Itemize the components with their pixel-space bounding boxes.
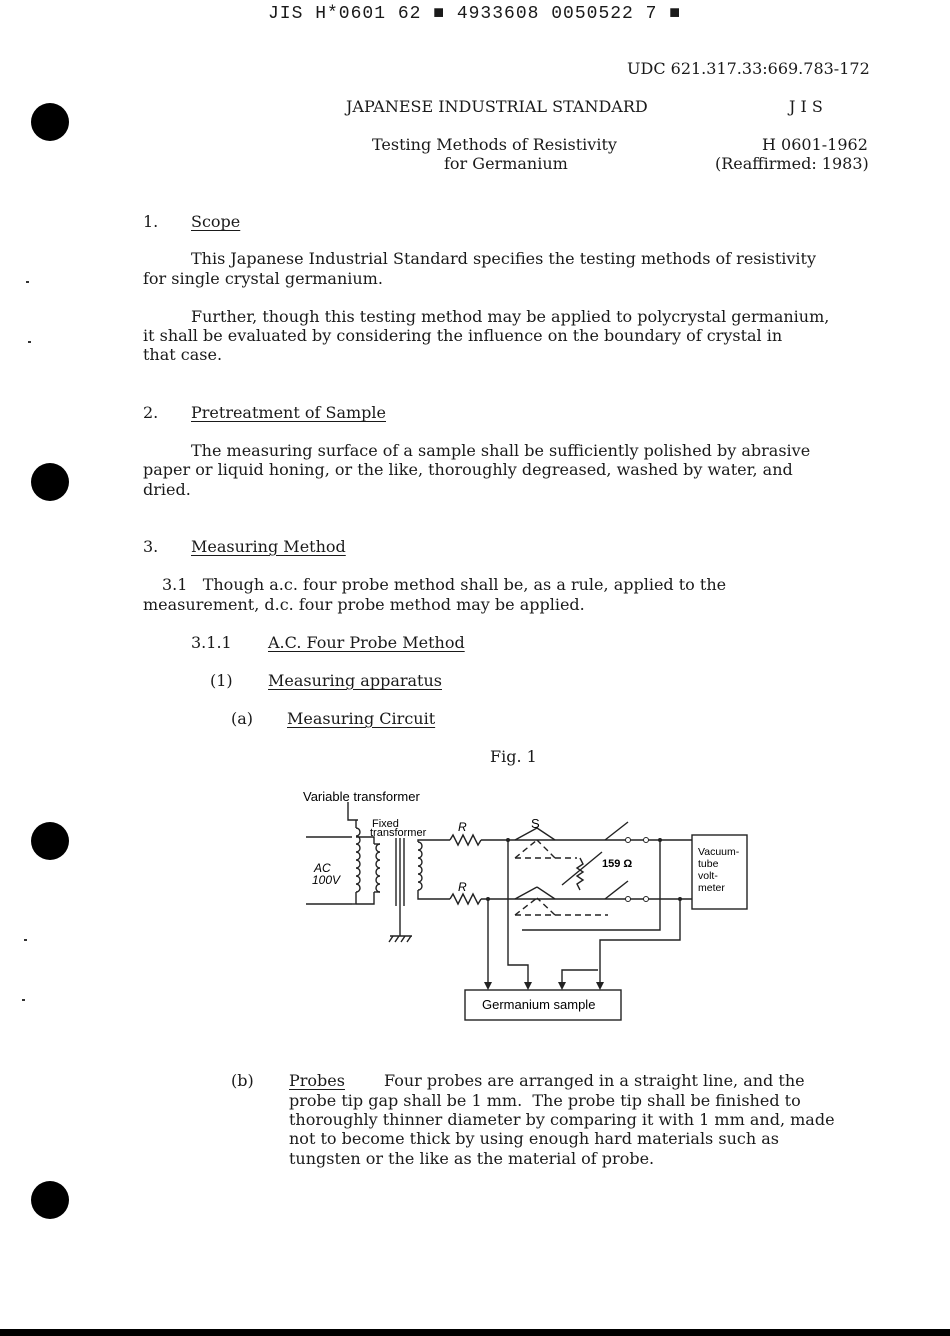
section-3-number: 3. bbox=[143, 537, 159, 556]
output-switch-bottom bbox=[605, 881, 628, 899]
figure-caption: Fig. 1 bbox=[490, 747, 537, 766]
section-3-title: Measuring Method bbox=[191, 537, 346, 556]
sample-lead-2 bbox=[508, 840, 528, 982]
punch-hole-1 bbox=[31, 103, 69, 141]
label-germanium-sample: Germanium sample bbox=[482, 997, 596, 1012]
label-fixed-transformer-1: Fixed bbox=[372, 818, 399, 830]
probes-line-5: tungsten or the like as the material of probe. bbox=[289, 1149, 655, 1168]
scan-speck-4 bbox=[22, 999, 25, 1001]
label-vtvm-1: Vacuum- bbox=[698, 846, 740, 858]
header-code: JIS H*0601 62 ■ 4933608 0050522 7 ■ bbox=[268, 4, 682, 24]
scope-para-2-line-2: it shall be evaluated by considering the influence on the boundary of crystal in bbox=[143, 326, 783, 345]
item-b-title: Probes bbox=[289, 1071, 345, 1090]
sample-lead-3 bbox=[522, 840, 660, 930]
scope-para-1-line-1: This Japanese Industrial Standard specifies the testing methods of resistivity bbox=[191, 249, 817, 268]
scan-bottom-edge bbox=[0, 1329, 950, 1336]
organization: JAPANESE INDUSTRIAL STANDARD bbox=[346, 97, 648, 116]
clause-3-1-1-title: A.C. Four Probe Method bbox=[268, 633, 465, 652]
probes-line-3: thoroughly thinner diameter by comparing it with 1 mm and, made bbox=[289, 1110, 835, 1129]
fixed-transformer-primary-coil bbox=[376, 844, 380, 892]
label-variable-transformer: Variable transformer bbox=[303, 789, 420, 804]
label-vtvm-3: volt- bbox=[698, 870, 718, 882]
clause-3-1-line-2: measurement, d.c. four probe method may be applied. bbox=[143, 595, 585, 614]
scope-para-2-line-3: that case. bbox=[143, 345, 223, 364]
scan-speck-1 bbox=[26, 281, 29, 283]
pretreatment-line-2: paper or liquid honing, or the like, thoroughly degreased, washed by water, and bbox=[143, 460, 793, 479]
item-a-number: (a) bbox=[231, 709, 254, 728]
label-vtvm-4: meter bbox=[698, 882, 725, 894]
section-2-title: Pretreatment of Sample bbox=[191, 403, 386, 422]
scan-speck-2 bbox=[28, 341, 31, 343]
switch-s-lower-blade bbox=[515, 887, 537, 899]
pretreatment-line-1: The measuring surface of a sample shall be sufficiently polished by abrasive bbox=[191, 441, 811, 460]
label-fixed-transformer-2: transformer bbox=[370, 827, 427, 839]
item-1-title: Measuring apparatus bbox=[268, 671, 442, 690]
label-100v: 100V bbox=[312, 873, 341, 887]
item-a-title: Measuring Circuit bbox=[287, 709, 436, 728]
measuring-circuit-diagram bbox=[290, 780, 760, 1030]
punch-hole-3 bbox=[31, 822, 69, 860]
section-1-number: 1. bbox=[143, 212, 159, 231]
label-switch-s: S bbox=[531, 816, 540, 831]
pretreatment-line-3: dried. bbox=[143, 480, 191, 499]
probes-line-2: probe tip gap shall be 1 mm. The probe tip shall be finished to bbox=[289, 1091, 801, 1110]
probes-line-4: not to become thick by using enough hard materials such as bbox=[289, 1129, 779, 1148]
probes-line-1: Four probes are arranged in a straight line, and the bbox=[384, 1071, 805, 1090]
label-vtvm-2: tube bbox=[698, 858, 719, 870]
scan-speck-3 bbox=[24, 939, 27, 941]
resistor-159-ohm bbox=[577, 858, 583, 890]
item-1-number: (1) bbox=[210, 671, 233, 690]
resistor-r-bottom bbox=[450, 894, 481, 904]
standard-number: H 0601-1962 bbox=[762, 135, 868, 154]
label-159-ohm: 159 Ω bbox=[602, 858, 633, 870]
jis-mark: J I S bbox=[789, 97, 823, 116]
label-ac: AC bbox=[314, 861, 331, 875]
fixed-transformer-secondary-coil bbox=[418, 842, 422, 890]
sample-lead-4 bbox=[600, 899, 680, 982]
section-1-title: Scope bbox=[191, 212, 241, 231]
reaffirmed: (Reaffirmed: 1983) bbox=[715, 154, 869, 173]
clause-3-1-line-1: 3.1 Though a.c. four probe method shall be, as a rule, applied to the bbox=[162, 575, 727, 594]
punch-hole-2 bbox=[31, 463, 69, 501]
udc-code: UDC 621.317.33:669.783-172 bbox=[627, 59, 870, 78]
title-line-2: for Germanium bbox=[444, 154, 568, 173]
transformer-pointer-line bbox=[348, 802, 358, 820]
scope-para-1-line-2: for single crystal germanium. bbox=[143, 269, 383, 288]
output-switch-top bbox=[605, 822, 628, 840]
clause-3-1-1-number: 3.1.1 bbox=[191, 633, 232, 652]
label-r-bottom: R bbox=[458, 880, 467, 894]
item-b-number: (b) bbox=[231, 1071, 254, 1090]
sample-lead-5 bbox=[562, 970, 598, 982]
punch-hole-4 bbox=[31, 1181, 69, 1219]
title-line-1: Testing Methods of Resistivity bbox=[372, 135, 617, 154]
label-r-top: R bbox=[458, 820, 467, 834]
scope-para-2-line-1: Further, though this testing method may be applied to polycrystal germanium, bbox=[191, 307, 830, 326]
section-2-number: 2. bbox=[143, 403, 159, 422]
resistor-r-top bbox=[450, 835, 481, 845]
